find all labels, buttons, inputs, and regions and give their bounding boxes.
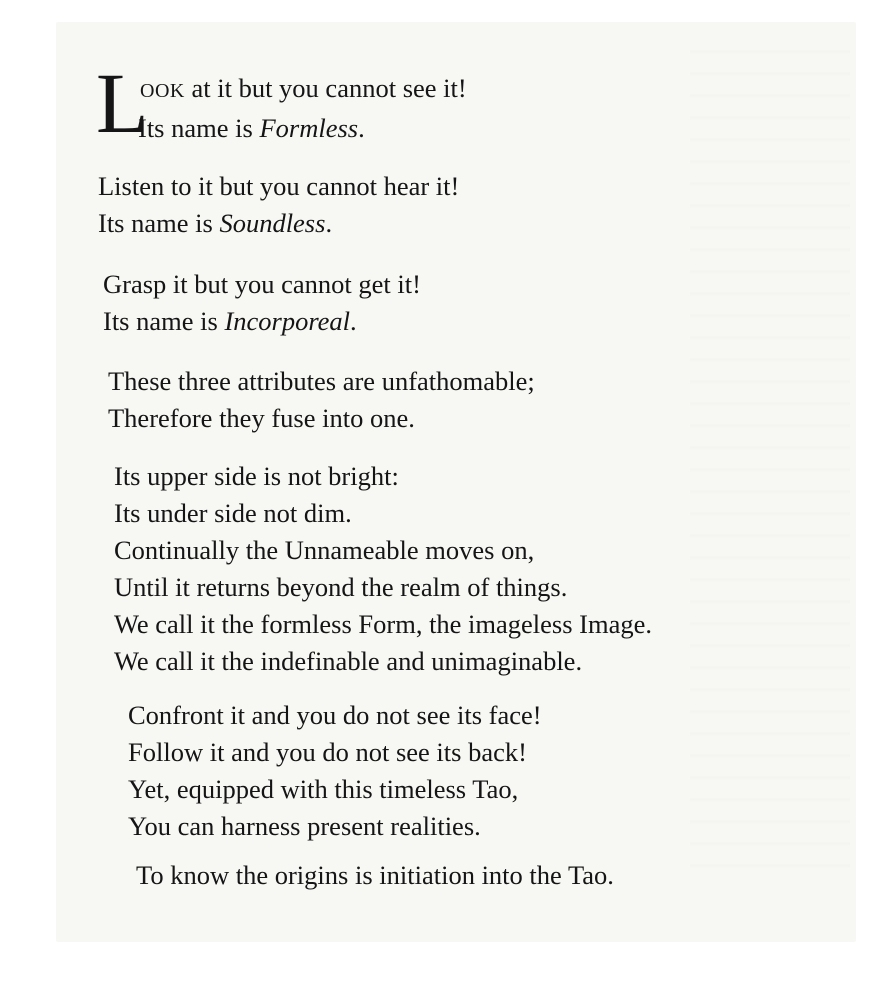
stanza-5-line-1: Its upper side is not bright: bbox=[114, 461, 399, 491]
drop-cap: L bbox=[96, 55, 149, 151]
stanza-5-line-5: We call it the formless Form, the imageless Image. bbox=[114, 609, 653, 639]
stanza-3 bbox=[103, 266, 421, 340]
stanza-1-line-1 bbox=[140, 70, 467, 110]
bleed-through-texture bbox=[690, 32, 850, 872]
stanza-5 bbox=[114, 458, 652, 680]
italic-name: Soundless bbox=[219, 208, 326, 238]
stanza-5-line-4: Until it returns beyond the realm of things. bbox=[114, 572, 568, 602]
stanza-2-line-1: Listen to it but you cannot hear it! bbox=[98, 171, 460, 201]
stanza-6-line-2: Follow it and you do not see its back! bbox=[128, 737, 527, 767]
stanza-1-line-2 bbox=[138, 110, 467, 147]
stanza-4-line-1: These three attributes are unfathomable; bbox=[108, 366, 535, 396]
line-text: Its name is bbox=[138, 113, 260, 143]
line-text: . bbox=[325, 208, 333, 238]
small-caps-word: OOK bbox=[140, 80, 185, 102]
line-text: . bbox=[358, 113, 365, 143]
stanza-4 bbox=[108, 363, 535, 437]
stanza-4-line-2: Therefore they fuse into one. bbox=[108, 403, 415, 433]
stanza-3-line-2 bbox=[103, 303, 421, 340]
stanza-2-line-2 bbox=[98, 205, 459, 242]
stanza-2 bbox=[98, 168, 459, 242]
stanza-1 bbox=[140, 70, 467, 147]
stanza-7 bbox=[136, 857, 614, 894]
stanza-5-line-6: We call it the indefinable and unimaginable. bbox=[114, 646, 583, 676]
stanza-6-line-3: Yet, equipped with this timeless Tao, bbox=[128, 774, 519, 804]
italic-name: Formless bbox=[259, 113, 359, 143]
italic-name: Incorporeal bbox=[224, 306, 351, 336]
stanza-6-line-1: Confront it and you do not see its face! bbox=[128, 700, 542, 730]
line-text: Its name is bbox=[103, 306, 225, 336]
stanza-5-line-2: Its under side not dim. bbox=[114, 498, 352, 528]
line-text: at it but you cannot see it! bbox=[184, 73, 467, 103]
stanza-7-line-1: To know the origins is initiation into the Tao. bbox=[136, 860, 614, 890]
stanza-5-line-3: Continually the Unnameable moves on, bbox=[114, 535, 535, 565]
line-text: Its name is bbox=[98, 208, 220, 238]
line-text: . bbox=[350, 306, 357, 336]
stanza-6 bbox=[128, 697, 542, 845]
stanza-6-line-4: You can harness present realities. bbox=[128, 811, 481, 841]
stanza-3-line-1: Grasp it but you cannot get it! bbox=[103, 269, 421, 299]
